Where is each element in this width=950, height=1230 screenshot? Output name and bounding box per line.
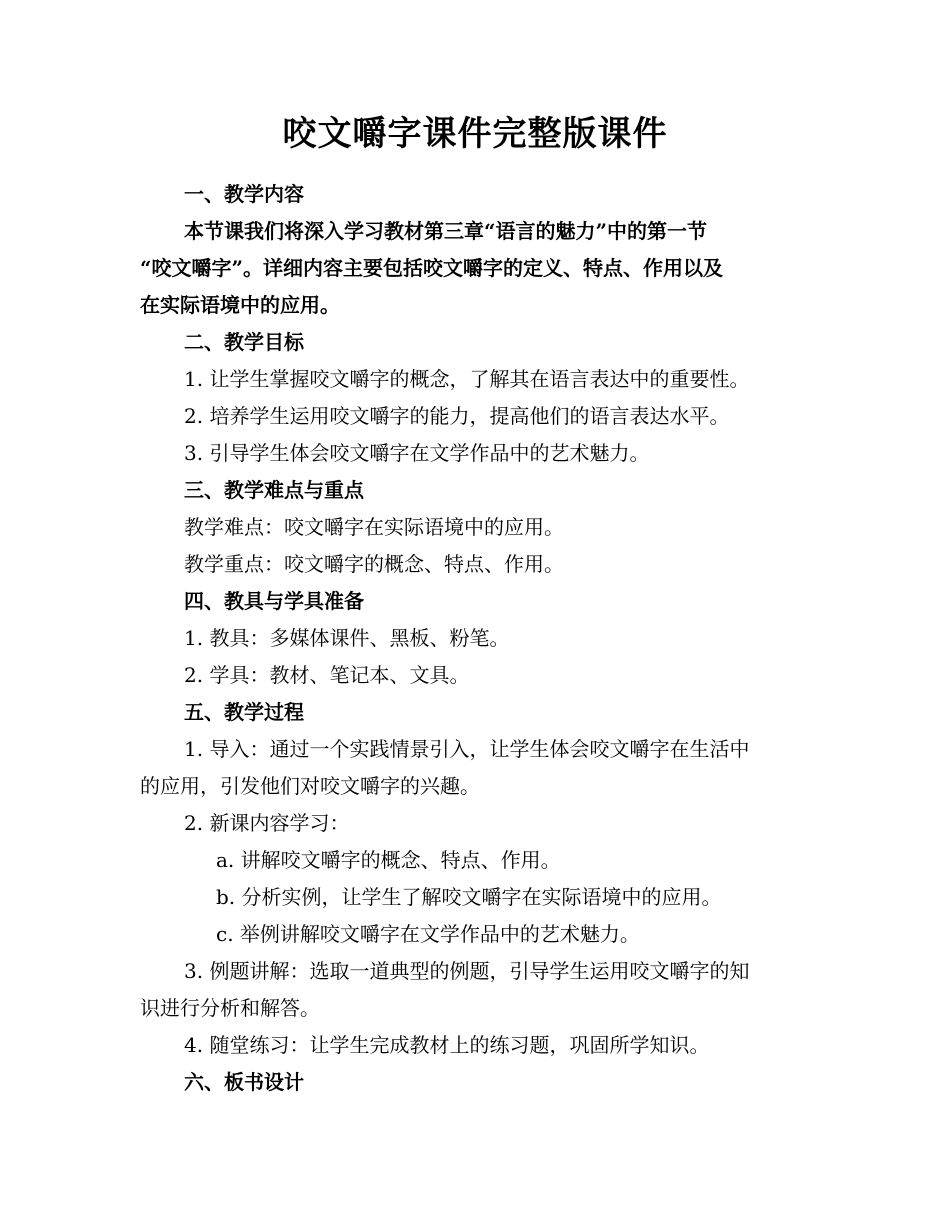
sub-list-item: c. 举例讲解咬文嚼字在文学作品中的艺术魅力。 [216, 922, 640, 947]
difficulty-line: 教学难点：咬文嚼字在实际语境中的应用。 [184, 515, 564, 540]
list-item: 2. 培养学生运用咬文嚼字的能力，提高他们的语言表达水平。 [184, 404, 730, 429]
section-teaching-process [140, 694, 810, 1064]
sub-list-item: b. 分析实例，让学生了解咬文嚼字在实际语境中的应用。 [216, 885, 722, 910]
section-teaching-goals [140, 324, 810, 472]
list-item-continuation: 的应用，引发他们对咬文嚼字的兴趣。 [140, 774, 480, 799]
paragraph-line: 在实际语境中的应用。 [140, 293, 340, 318]
list-item: 1. 教具：多媒体课件、黑板、粉笔。 [184, 626, 510, 651]
list-item: 4. 随堂练习：让学生完成教材上的练习题，巩固所学知识。 [184, 1033, 710, 1058]
list-item: 1. 让学生掌握咬文嚼字的概念，了解其在语言表达中的重要性。 [184, 367, 750, 392]
key-point-line: 教学重点：咬文嚼字的概念、特点、作用。 [184, 552, 564, 577]
list-item: 2. 学具：教材、笔记本、文具。 [184, 663, 470, 688]
section-teaching-content [140, 176, 810, 324]
list-item-continuation: 识进行分析和解答。 [140, 996, 320, 1021]
section-board-design [140, 1064, 810, 1101]
sub-list-item: a. 讲解咬文嚼字的概念、特点、作用。 [216, 848, 561, 873]
section-heading: 四、教具与学具准备 [184, 589, 364, 614]
list-item: 2. 新课内容学习： [184, 811, 350, 836]
list-item: 1. 导入：通过一个实践情景引入，让学生体会咬文嚼字在生活中 [184, 737, 750, 762]
section-heading: 三、教学难点与重点 [184, 478, 364, 503]
paragraph-line: “咬文嚼字”。详细内容主要包括咬文嚼字的定义、特点、作用以及 [140, 256, 724, 281]
paragraph-line: 本节课我们将深入学习教材第三章“语言的魅力”中的第一节 [184, 219, 708, 244]
list-item: 3. 例题讲解：选取一道典型的例题，引导学生运用咬文嚼字的知 [184, 959, 750, 984]
section-heading: 六、板书设计 [184, 1070, 304, 1095]
section-materials [140, 583, 810, 694]
section-heading: 五、教学过程 [184, 700, 304, 725]
section-heading: 一、教学内容 [184, 182, 304, 207]
section-difficulty-key [140, 472, 810, 583]
list-item: 3. 引导学生体会咬文嚼字在文学作品中的艺术魅力。 [184, 441, 650, 466]
document-title: 咬文嚼字课件完整版课件 [282, 114, 668, 154]
section-heading: 二、教学目标 [184, 330, 304, 355]
